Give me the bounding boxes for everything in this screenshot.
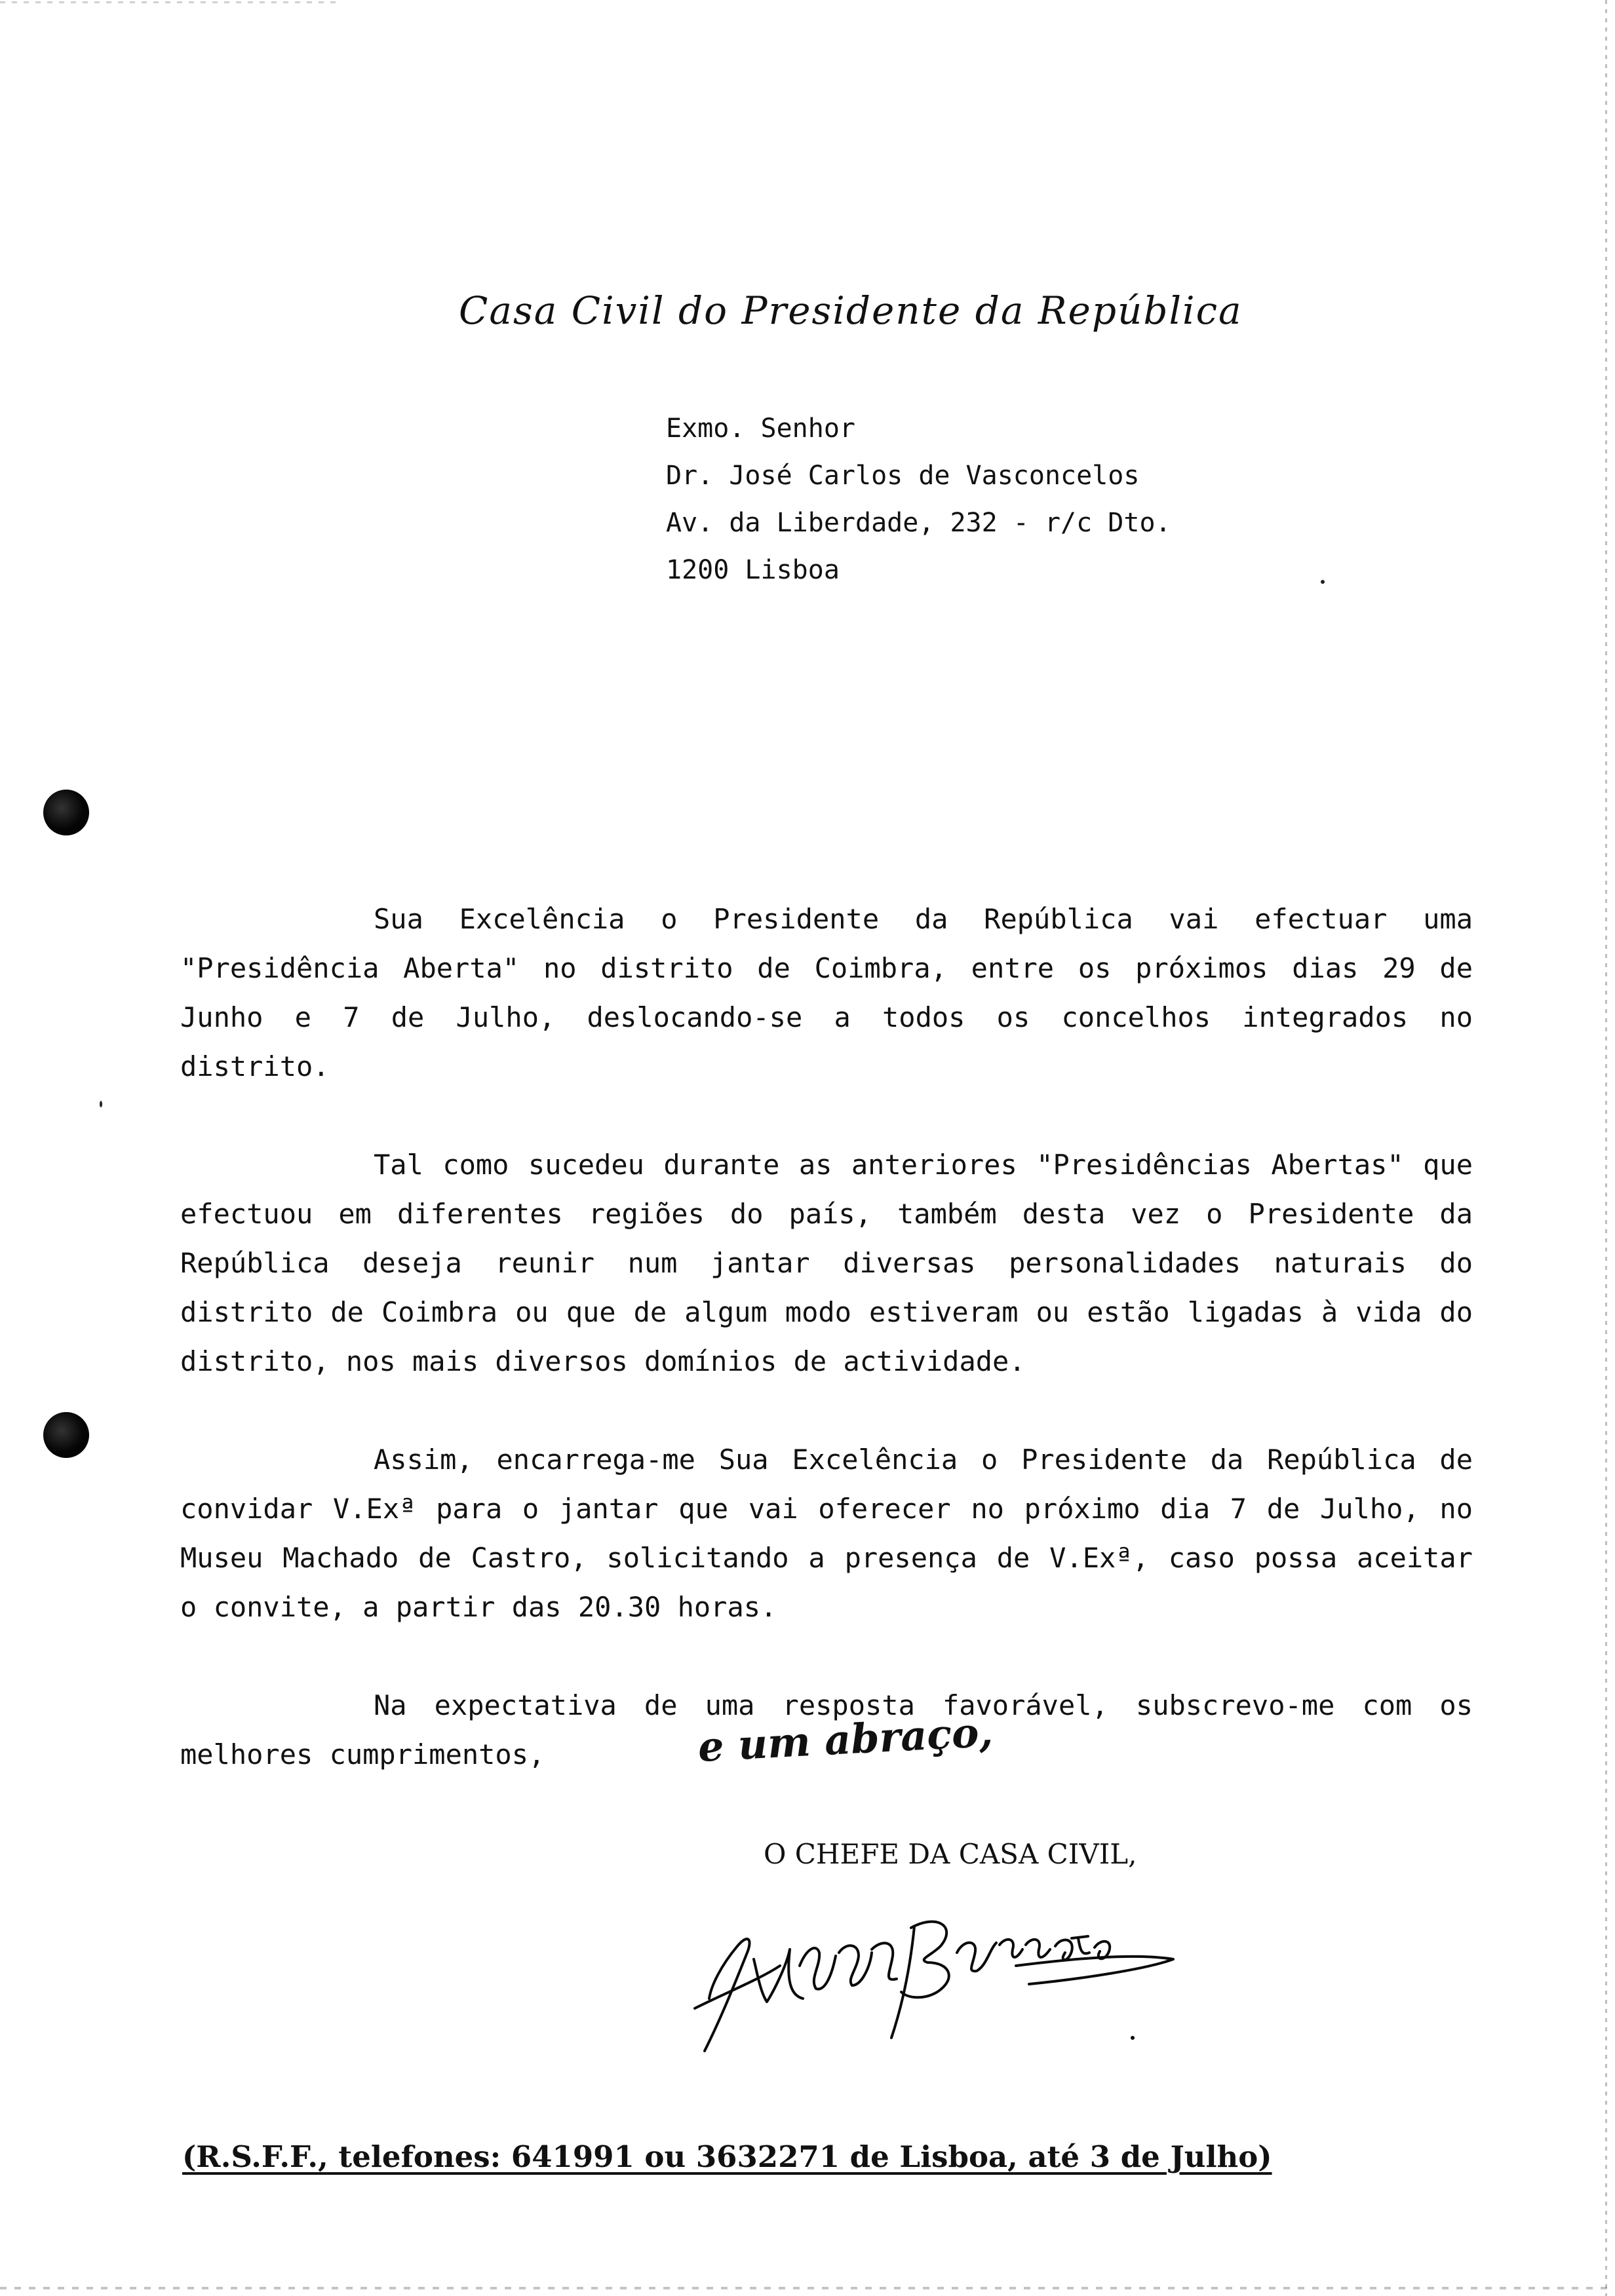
letterhead-text: Casa Civil do Presidente da República xyxy=(459,288,1243,333)
recipient-city: 1200 Lisboa xyxy=(666,555,840,585)
body-paragraph: Tal como sucedeu durante as anteriores "Presidências Abertas" que efectuou em diferentes regiões do país, também desta vez o Presidente da República deseja reunir num jantar diversas personalidades naturais do distrito de Coimbra ou que de algum modo estiveram ou estão ligadas à vida do distrito, nos mais diversos domínios de actividade. xyxy=(180,1149,1473,1377)
scan-edge-right xyxy=(1605,0,1607,2296)
scan-speck xyxy=(1321,580,1325,584)
footer-rsvp-note: (R.S.F.F., telefones: 641991 ou 3632271 de Lisboa, até 3 de Julho) xyxy=(182,2139,1272,2174)
recipient-address xyxy=(666,405,1256,594)
handwritten-signature xyxy=(675,1887,1186,2064)
handwritten-closing-text: e um abraço, xyxy=(697,1708,994,1771)
punch-hole-upper xyxy=(43,790,89,835)
recipient-salutation: Exmo. Senhor xyxy=(666,413,855,444)
scan-edge-top xyxy=(0,1,341,3)
scan-speck xyxy=(100,1101,102,1107)
recipient-street: Av. da Liberdade, 232 - r/c Dto. xyxy=(666,508,1171,538)
signatory-title: O CHEFE DA CASA CIVIL, xyxy=(764,1838,1137,1870)
punch-hole-lower xyxy=(43,1412,89,1458)
letterhead xyxy=(459,288,1243,354)
body-paragraph: Sua Excelência o Presidente da República vai efectuar uma "Presidência Aberta" no distrito de Coimbra, entre os próximos dias 29 de Junho e 7 de Julho, deslocando-se a todos os concelhos integrados no distrito. xyxy=(180,903,1473,1082)
body-paragraph: Assim, encarrega-me Sua Excelência o Presidente da República de convidar V.Exª para o jantar que vai oferecer no próximo dia 7 de Julho, no Museu Machado de Castro, solicitando a presença de V.Exª, caso possa aceitar o convite, a partir das 20.30 horas. xyxy=(180,1444,1473,1623)
body-paragraph: Na expectativa de uma resposta favorável, subscrevo-me com os melhores cumprimentos, xyxy=(180,1689,1473,1770)
letter-body xyxy=(180,894,1473,1779)
recipient-name: Dr. José Carlos de Vasconcelos xyxy=(666,461,1140,491)
scan-edge-bottom xyxy=(0,2287,1615,2289)
handwritten-closing xyxy=(697,1708,1091,1795)
